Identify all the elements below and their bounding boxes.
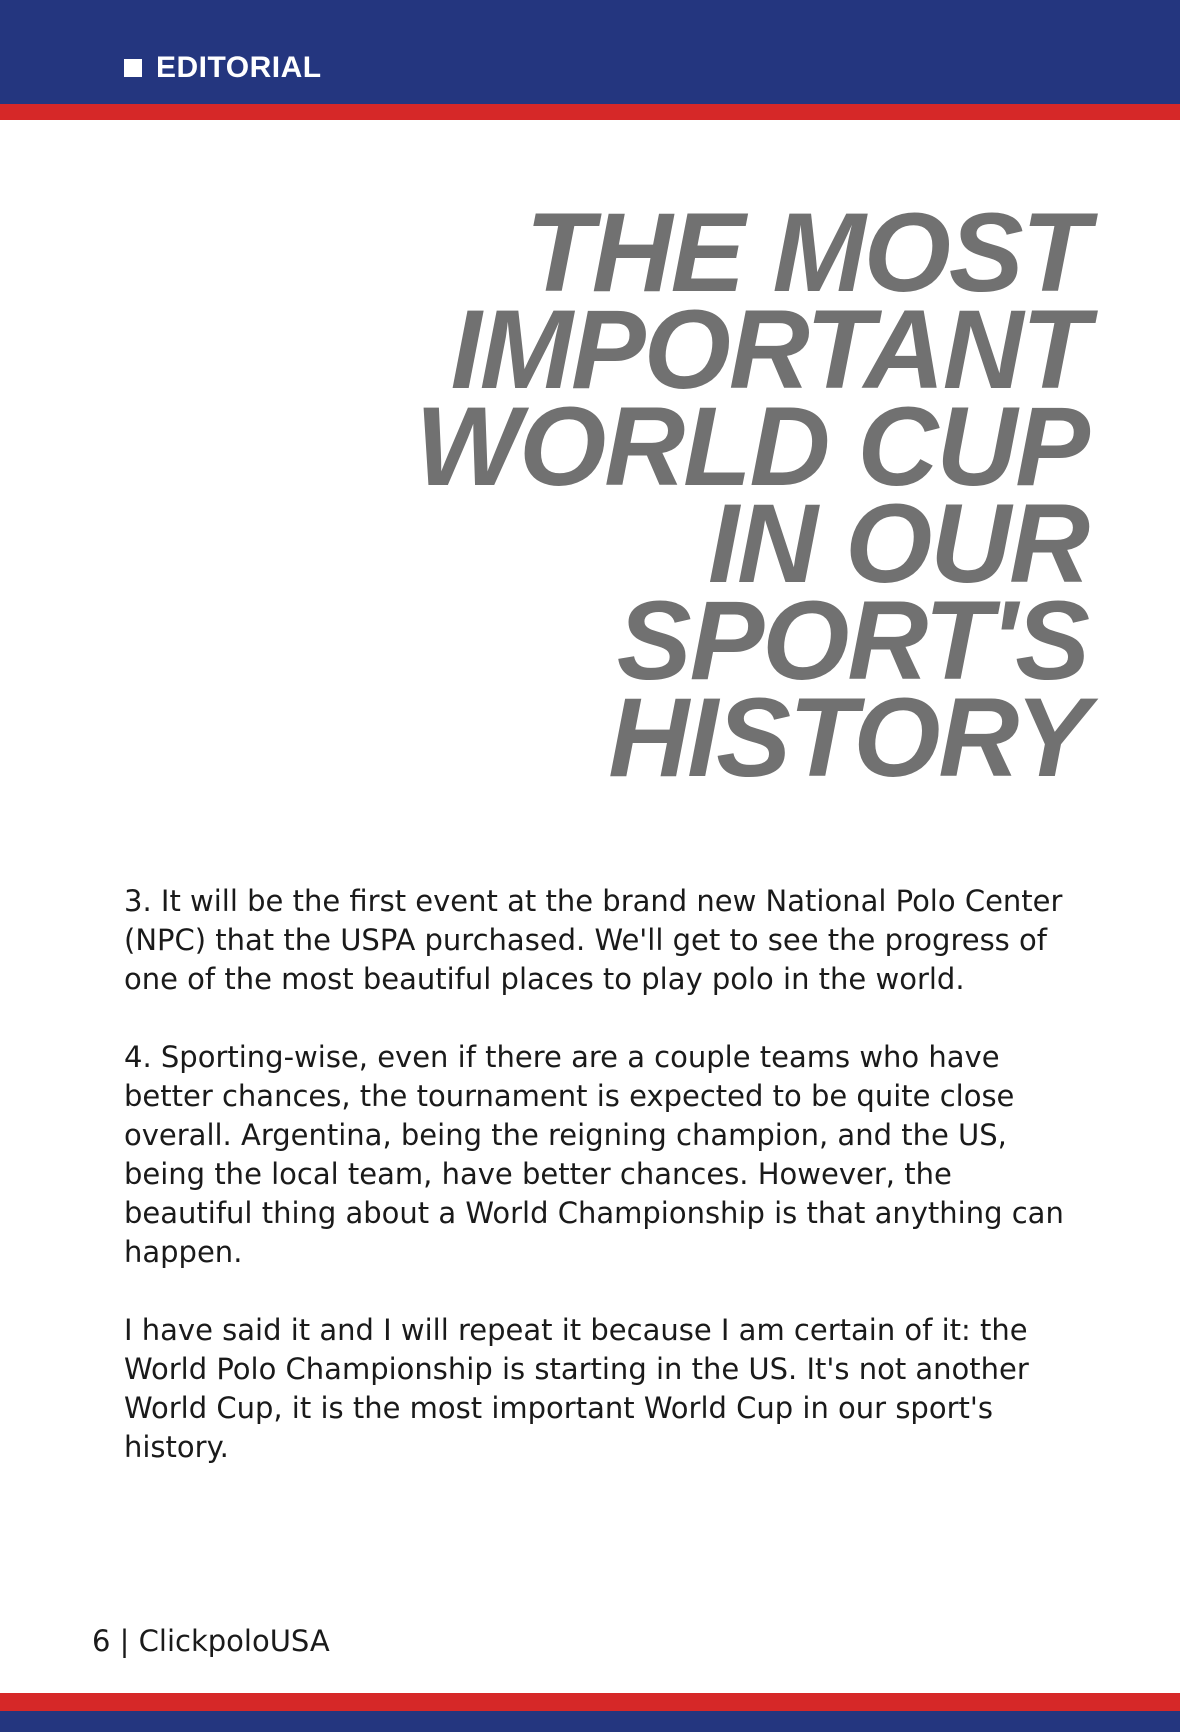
square-bullet-icon <box>124 59 142 77</box>
footer-band <box>0 1711 1180 1732</box>
paragraph: 4. Sporting-wise, even if there are a couple teams who have better chances, the tournament is expected to be quite close overall. Argentina, being the reigning champion, and the US, being the local team, have better chances. However, the beautiful thing about a World Championship is that anything can happen. <box>124 1040 1064 1269</box>
headline-line: SPORT'S <box>616 578 1088 703</box>
headline-line: THE MOST <box>525 190 1088 315</box>
page-footer: 6 | ClickpoloUSA <box>92 1624 330 1658</box>
section-label-text: EDITORIAL <box>156 51 322 84</box>
paragraph: I have said it and I will repeat it because I am certain of it: the World Polo Championship is starting in the US. It's not another World Cup, it is the most important World Cup in our sport's history. <box>124 1313 1029 1464</box>
section-label <box>124 48 322 88</box>
headline <box>328 190 1088 800</box>
paragraph: 3. It will be the first event at the brand new National Polo Center (NPC) that the USPA purchased. We'll get to see the progress of one of the most beautiful places to play polo in the world. <box>124 884 1063 996</box>
header-red-stripe <box>0 104 1180 120</box>
headline-line: IN OUR <box>708 481 1088 606</box>
headline-line: HISTORY <box>608 675 1088 800</box>
article-body <box>124 882 1074 1506</box>
headline-line: IMPORTANT <box>450 287 1088 412</box>
footer-red-stripe <box>0 1693 1180 1711</box>
headline-line: WORLD CUP <box>415 384 1088 509</box>
